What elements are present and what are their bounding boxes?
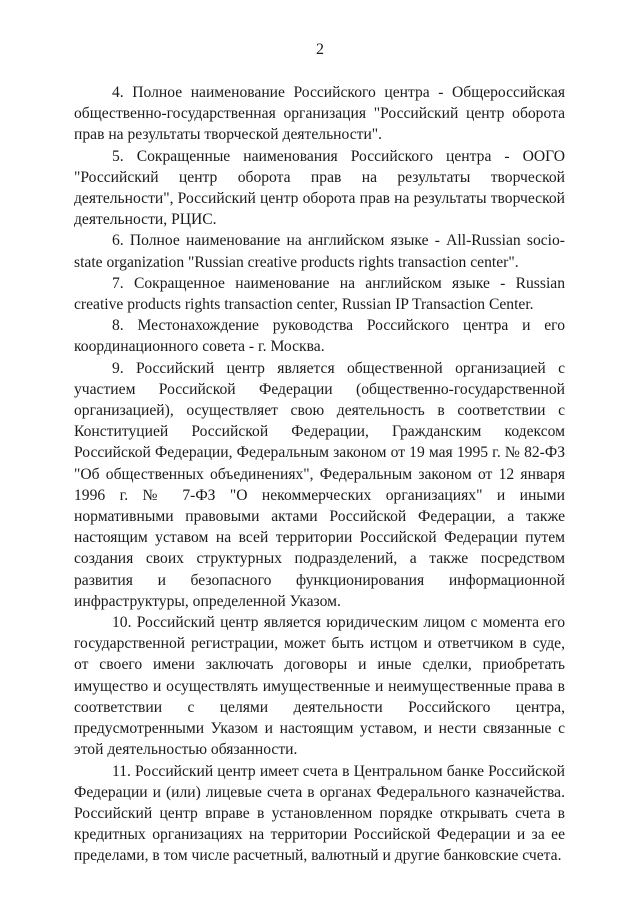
paragraph-6-english-full-name: 6. Полное наименование на английском языке - All-Russian socio-state organization "Russian creative products rights transaction center".: [74, 232, 565, 271]
document-body: [74, 82, 565, 867]
paragraph-9-legal-status: 9. Российский центр является общественной организацией с участием Российской Федерации (общественно-государственной организацией), осуществляет свою деятельность в соответствии с Конституцией Российской Федерации, Гражданским кодексом Российской Федерации, Федеральным законом от 19 мая 1995 г. № 82-ФЗ "Об общественных объединениях", Федеральным законом от 12 января 1996 г. № 7-ФЗ "О некоммерческих организациях" и иными нормативными правовыми актами Российской Федерации, а также настоящим уставом на всей территории Российской Федерации путем создания своих структурных подразделений, а также посредством развития и безопасного функционирования информационной инфраструктуры, определенной Указом.: [74, 359, 565, 610]
page-number: 2: [316, 41, 324, 58]
paragraph-5-short-names: 5. Сокращенные наименования Российского центра - ООГО "Российский центр оборота прав на результаты творческой деятельности", Российский центр оборота прав на результаты творческой деятельности, РЦИС.: [74, 147, 565, 229]
paragraph-11-bank-accounts: 11. Российский центр имеет счета в Центральном банке Российской Федерации и (или) лицевые счета в органах Федерального казначейства. Российский центр вправе в установленном порядке открывать счета в кредитных организациях на территории Российской Федерации и за ее пределами, в том числе расчетный, валютный и другие банковские счета.: [74, 762, 565, 865]
paragraph-10-legal-entity: 10. Российский центр является юридическим лицом с момента его государственной регистрации, может быть истцом и ответчиком в суде, от своего имени заключать договоры и иные сделки, приобретать имущество и осуществлять имущественные и неимущественные права в соответствии с целями деятельности Российского центра, предусмотренными Указом и настоящим уставом, и нести связанные с этой деятельностью обязанности.: [74, 614, 565, 759]
paragraph-8-location: 8. Местонахождение руководства Российского центра и его координационного совета - г. Москва.: [74, 317, 565, 356]
paragraph-7-english-short-name: 7. Сокращенное наименование на английском языке - Russian creative products rights transaction center, Russian IP Transaction Center.: [74, 274, 565, 314]
paragraph-4-full-name: 4. Полное наименование Российского центра - Общероссийская общественно-государственная организация "Российский центр оборота прав на результаты творческой деятельности".: [74, 84, 565, 144]
